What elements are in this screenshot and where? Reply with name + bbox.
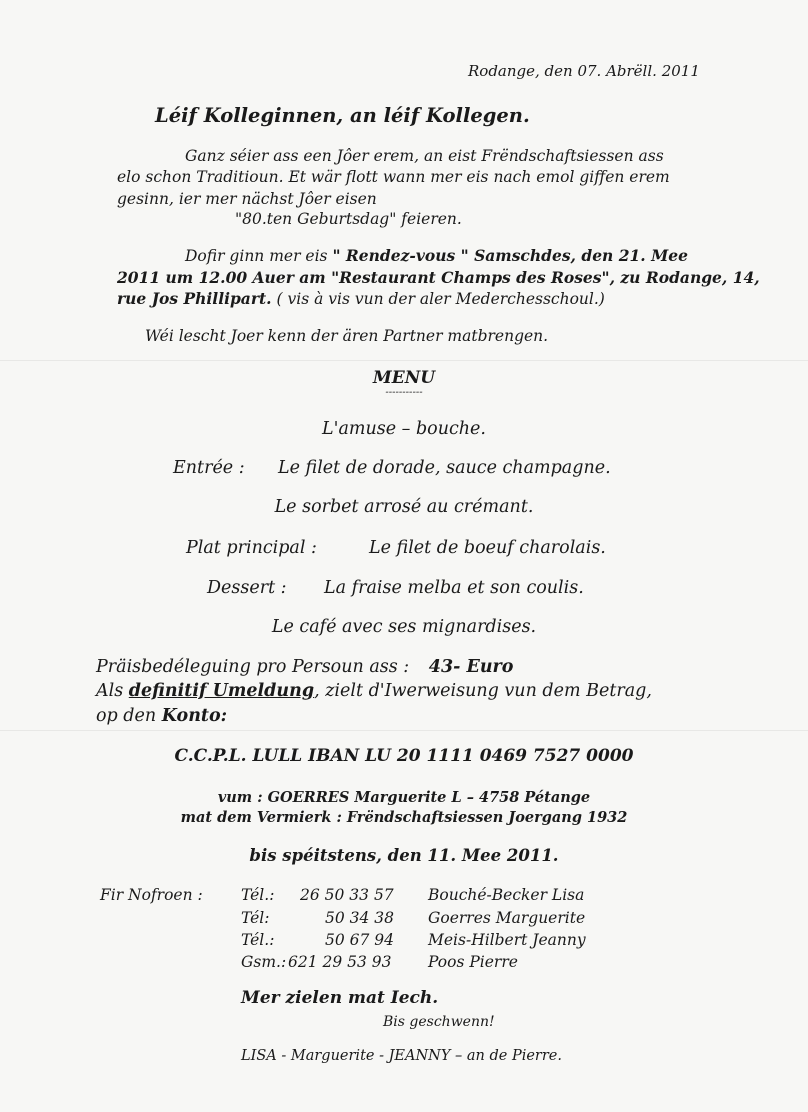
- menu-sorbet: Le sorbet arrosé au crémant.: [274, 497, 534, 517]
- intro-text: Dofir ginn mer eis: [185, 247, 333, 265]
- menu-entree-label: Entrée :: [173, 458, 245, 478]
- intro-line: Ganz séier ass een Jôer erem, an eist Frëndschaftsiessen ass: [185, 147, 664, 165]
- account-intro-line: [96, 706, 227, 726]
- registration-line: [96, 681, 652, 701]
- menu-entree: Le filet de dorade, sauce champagne.: [278, 458, 611, 478]
- menu-cafe: Le café avec ses mignardises.: [271, 617, 537, 637]
- intro-line: [185, 246, 688, 266]
- menu-title: MENU: [372, 368, 436, 388]
- closing-line: Mer zielen mat Iech.: [241, 988, 439, 1008]
- beneficiary-line: vum : GOERRES Marguerite L – 4758 Pétange: [217, 789, 591, 806]
- contact-number: 26 50 33 57: [300, 886, 394, 904]
- contact-type: Tél:: [241, 909, 270, 927]
- rendezvous-text: " Rendez-vous " Samschdes, den 21. Mee: [332, 246, 688, 265]
- greeting: Léif Kolleginnen, an léif Kollegen.: [155, 104, 530, 127]
- contact-name: Meis-Hilbert Jeanny: [428, 931, 586, 949]
- signature-line: LISA - Marguerite - JEANNY – an de Pierre.: [241, 1048, 562, 1064]
- deadline-line: bis spéitstens, den 11. Mee 2011.: [249, 846, 559, 865]
- closing-line: Bis geschwenn!: [383, 1014, 495, 1030]
- menu-plat-label: Plat principal :: [186, 538, 317, 558]
- menu-plat: Le filet de boeuf charolais.: [369, 538, 606, 558]
- intro-line: elo schon Traditioun. Et wär flott wann mer eis nach emol giffen erem: [117, 168, 670, 186]
- partner-line: Wéi lescht Joer kenn der ären Partner matbrengen.: [145, 327, 549, 345]
- menu-amuse: L'amuse – bouche.: [322, 419, 486, 439]
- paper-fold: [0, 730, 808, 731]
- registration-emphasis: definitif Umeldung: [128, 681, 315, 701]
- contacts-label: Fir Nofroen :: [100, 886, 203, 904]
- contact-name: Bouché-Becker Lisa: [428, 886, 585, 904]
- intro-line: 2011 um 12.00 Auer am "Restaurant Champs des Roses", zu Rodange, 14,: [117, 268, 760, 287]
- registration-text: , zielt d'Iwerweisung vun dem Betrag,: [314, 681, 652, 701]
- menu-divider: -----------: [385, 387, 423, 398]
- contact-type: Gsm.:: [241, 953, 287, 971]
- paper-fold: [0, 360, 808, 361]
- address-text: rue Jos Phillipart.: [117, 289, 272, 308]
- price-line: [96, 657, 513, 677]
- intro-line: "80.ten Geburtsdag" feieren.: [235, 210, 462, 228]
- menu-dessert: La fraise melba et son coulis.: [324, 578, 584, 598]
- price-label: Präisbedéleguing pro Persoun ass :: [96, 657, 410, 677]
- contact-type: Tél.:: [241, 931, 275, 949]
- contact-name: Goerres Marguerite: [428, 909, 586, 927]
- bank-account: C.C.P.L. LULL IBAN LU 20 1111 0469 7527 0000: [174, 746, 634, 766]
- account-intro-text: op den: [96, 706, 162, 726]
- intro-text: ( vis à vis vun der aler Mederchesschoul.): [271, 290, 605, 308]
- menu-dessert-label: Dessert :: [207, 578, 287, 598]
- intro-line: [117, 289, 605, 309]
- account-intro-emphasis: Konto:: [161, 706, 228, 726]
- reference-line: mat dem Vermierk : Frëndschaftsiessen Joergang 1932: [180, 809, 628, 826]
- contact-name: Poos Pierre: [428, 953, 518, 971]
- contact-number: 621 29 53 93: [288, 953, 392, 971]
- contact-number: 50 67 94: [325, 931, 395, 949]
- contact-type: Tél.:: [241, 886, 275, 904]
- registration-text: Als: [96, 681, 129, 701]
- price-value: 43- Euro: [428, 657, 514, 677]
- intro-line: gesinn, ier mer nächst Jôer eisen: [117, 190, 377, 208]
- date-line: Rodange, den 07. Abrëll. 2011: [468, 62, 700, 80]
- contact-number: 50 34 38: [325, 909, 395, 927]
